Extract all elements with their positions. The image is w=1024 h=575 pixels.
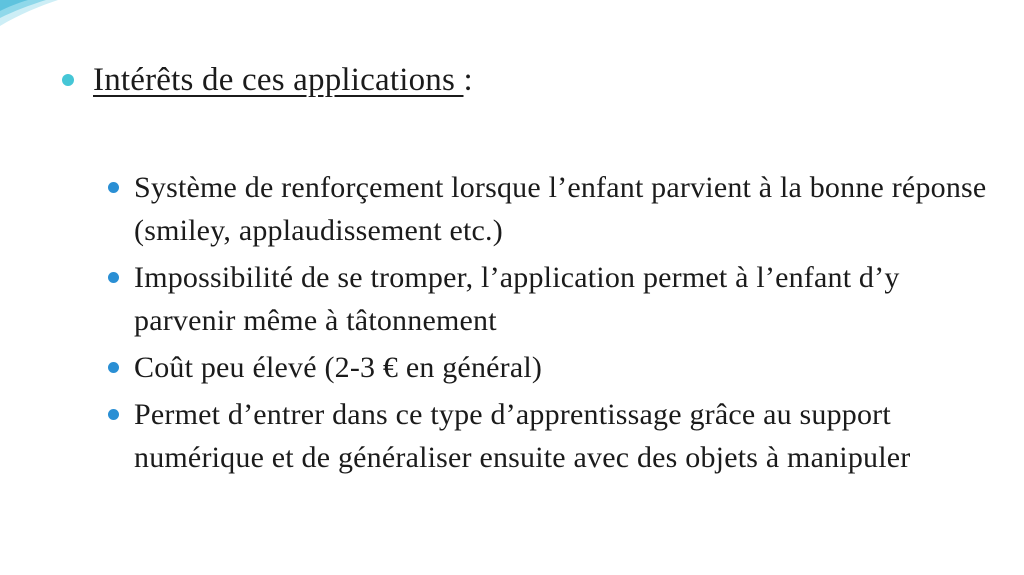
bullet-icon xyxy=(108,182,119,193)
bullet-icon xyxy=(108,362,119,373)
bullet-list xyxy=(108,166,1008,483)
list-item-text: Coût peu élevé (2-3 € en général) xyxy=(134,351,543,384)
heading-bullet-icon xyxy=(62,74,74,86)
list-item xyxy=(108,393,1008,479)
list-item xyxy=(108,166,1008,252)
heading-suffix: : xyxy=(463,62,473,98)
list-item-text: Impossibilité de se tromper, l’application permet à l’enfant d’y parvenir même à tâtonnement xyxy=(134,261,900,337)
heading-title: Intérêts de ces applications xyxy=(93,62,464,98)
slide-heading xyxy=(62,58,473,102)
bullet-icon xyxy=(108,409,119,420)
list-item-text: Système de renforçement lorsque l’enfant parvient à la bonne réponse (smiley, applaudissement etc.) xyxy=(134,171,987,247)
list-item-text: Permet d’entrer dans ce type d’apprentissage grâce au support numérique et de généraliser ensuite avec des objets à manipuler xyxy=(134,398,911,474)
list-item xyxy=(108,346,1008,389)
list-item xyxy=(108,256,1008,342)
heading-text xyxy=(93,58,473,102)
bullet-icon xyxy=(108,272,119,283)
corner-wave-decoration xyxy=(0,0,60,30)
